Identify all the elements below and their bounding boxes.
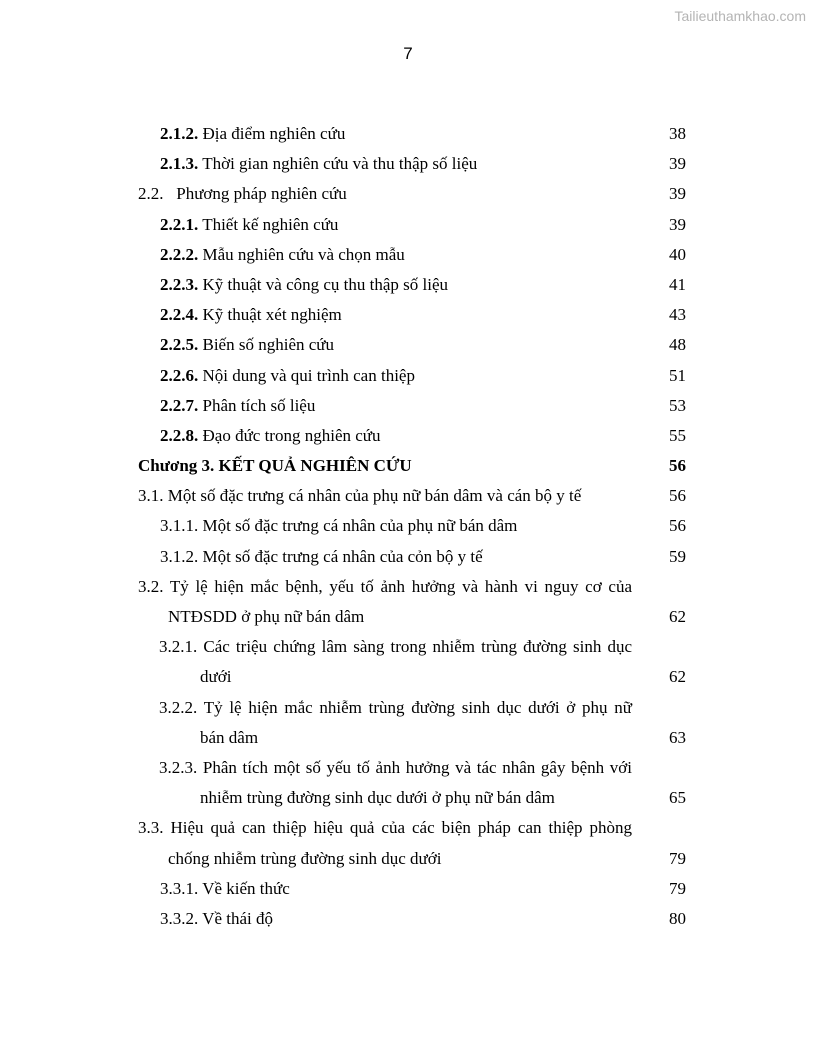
toc-entry-2-2[interactable]	[0, 179, 816, 209]
toc-page-number: 38	[669, 124, 686, 143]
toc-entry-title: 3.2.1. Các triệu chứng lâm sàng trong nhiễm trùng đường sinh dục	[159, 637, 632, 657]
toc-entry-2-2-6[interactable]	[0, 361, 816, 391]
toc-entry-title-cont: dưới	[200, 667, 232, 687]
toc-page-number: 39	[669, 214, 686, 234]
toc-entry-title: Thiết kế nghiên cứu	[202, 214, 339, 234]
toc-chapter-title: Chương 3. KẾT QUẢ NGHIÊN CỨU	[138, 456, 412, 476]
toc-entry-3-2-1-line2[interactable]	[0, 662, 816, 692]
toc-entry-title: Nội dung và qui trình can thiệp	[202, 365, 415, 385]
toc-entry-title: 3.3. Hiệu quả can thiệp hiệu quả của các biện pháp can thiệp phòng	[138, 818, 632, 838]
toc-page-number: 55	[669, 425, 686, 445]
toc-entry-title: 3.2.2. Tỷ lệ hiện mắc nhiễm trùng đường sinh dục dưới ở phụ nữ	[159, 697, 632, 717]
toc-entry-number: 2.2.4.	[160, 305, 199, 325]
toc-page-number: 59	[669, 546, 686, 566]
toc-entry-2-1-3[interactable]	[0, 149, 816, 179]
toc-page-number: 79	[669, 878, 686, 898]
toc-entry-title: 3.1. Một số đặc trưng cá nhân của phụ nữ bán dâm và cán bộ y tế	[138, 486, 582, 506]
toc-entry-number: 2.1.3.	[160, 154, 199, 174]
toc-entry-2-2-1[interactable]	[0, 210, 816, 240]
toc-entry-title: 3.3.2. Về thái độ	[160, 908, 274, 928]
toc-entry-title: Mẫu nghiên cứu và chọn mẫu	[202, 244, 405, 264]
toc-page-number: 48	[669, 335, 686, 355]
toc-entry-3-2-2-line2[interactable]	[0, 723, 816, 753]
toc-entry-title: Kỹ thuật và công cụ thu thập số liệu	[202, 274, 449, 294]
toc-entry-number: 2.2.1.	[160, 214, 199, 234]
toc-entry-3-3-line2[interactable]	[0, 844, 816, 874]
toc-page-number: 41	[669, 274, 686, 294]
toc-entry-2-2-4[interactable]	[0, 300, 816, 330]
toc-entry-2-2-5[interactable]	[0, 330, 816, 360]
toc-page-number: 56	[669, 516, 686, 536]
toc-entry-title: 3.1.1. Một số đặc trưng cá nhân của phụ nữ bán dâm	[160, 516, 518, 536]
toc-entry-3-2-1-line1[interactable]	[0, 632, 816, 662]
toc-page-number: 65	[669, 788, 686, 808]
toc-entry-3-2-3-line2[interactable]	[0, 783, 816, 813]
toc-entry-title: Biến số nghiên cứu	[202, 335, 335, 355]
toc-entry-title: 2.2. Phương pháp nghiên cứu	[138, 184, 347, 204]
toc-entry-3-2-3-line1[interactable]	[0, 753, 816, 783]
toc-entry-3-1-2[interactable]	[0, 542, 816, 572]
toc-entry-title: Kỹ thuật xét nghiệm	[202, 305, 342, 325]
toc-entry-2-1-2[interactable]	[0, 119, 816, 149]
toc-entry-2-2-3[interactable]	[0, 270, 816, 300]
toc-entry-title: 3.1.2. Một số đặc trưng cá nhân của cỏn bộ y tế	[160, 546, 483, 566]
toc-page-number: 51	[669, 365, 686, 385]
toc-entry-number: 2.2.7.	[160, 395, 199, 415]
toc-page-number: 53	[669, 395, 686, 415]
toc-entry-2-2-2[interactable]	[0, 240, 816, 270]
toc-entry-3-3-line1[interactable]	[0, 813, 816, 843]
toc-entry-3-2-2-line1[interactable]	[0, 693, 816, 723]
toc-entry-3-2-line1[interactable]	[0, 572, 816, 602]
toc-entry-title: 3.3.1. Về kiến thức	[160, 878, 290, 898]
toc-page-number: 79	[669, 848, 686, 868]
watermark: Tailieuthamkhao.com	[674, 8, 806, 24]
toc-entry-number: 2.2.3.	[160, 274, 199, 294]
page-number: 7	[403, 44, 413, 63]
toc-page-number: 40	[669, 244, 686, 264]
toc-page-number: 43	[669, 305, 686, 325]
toc-page-number: 56	[669, 456, 686, 476]
toc-page-number: 62	[669, 607, 686, 626]
toc-entry-number: 2.2.8.	[160, 425, 199, 445]
toc-page-number: 56	[669, 486, 686, 506]
toc-entry-title: 3.2. Tỷ lệ hiện mắc bệnh, yếu tố ảnh hưởng và hành vi nguy cơ của	[138, 576, 632, 596]
toc-entry-title: 3.2.3. Phân tích một số yếu tố ảnh hưởng và tác nhân gây bệnh với	[159, 757, 632, 777]
toc-entry-number: 2.2.5.	[160, 335, 199, 355]
toc-entry-title: Thời gian nghiên cứu và thu thập số liệu	[202, 154, 478, 174]
toc-chapter-3[interactable]	[0, 451, 816, 481]
toc-entry-title-cont: NTĐSDD ở phụ nữ bán dâm	[168, 607, 365, 626]
toc-page-number: 39	[669, 154, 686, 174]
toc-entry-title-cont: chống nhiễm trùng đường sinh dục dưới	[168, 848, 442, 868]
toc-entry-number: 2.2.6.	[160, 365, 199, 385]
toc-entry-number: 2.1.2.	[160, 124, 199, 143]
toc-entry-2-2-8[interactable]	[0, 421, 816, 451]
toc-entry-3-1[interactable]	[0, 481, 816, 511]
toc-entry-title: Địa điểm nghiên cứu	[202, 124, 346, 143]
toc-entry-title-cont: nhiễm trùng đường sinh dục dưới ở phụ nữ bán dâm	[200, 788, 555, 808]
toc-entry-2-2-7[interactable]	[0, 391, 816, 421]
toc-entry-title-cont: bán dâm	[200, 727, 259, 747]
toc-page-number: 39	[669, 184, 686, 204]
toc-entry-number: 2.2.2.	[160, 244, 199, 264]
toc-entry-3-3-1[interactable]	[0, 874, 816, 904]
toc-entry-title: Đạo đức trong nghiên cứu	[202, 425, 381, 445]
toc-page-number: 63	[669, 727, 686, 747]
toc-entry-3-3-2[interactable]	[0, 904, 816, 934]
toc-page-number: 62	[669, 667, 686, 687]
toc-page-number: 80	[669, 908, 686, 928]
toc-entry-3-1-1[interactable]	[0, 511, 816, 541]
toc-entry-3-2-line2[interactable]	[0, 602, 816, 632]
toc-entry-title: Phân tích số liệu	[202, 395, 316, 415]
table-of-contents	[0, 119, 816, 934]
